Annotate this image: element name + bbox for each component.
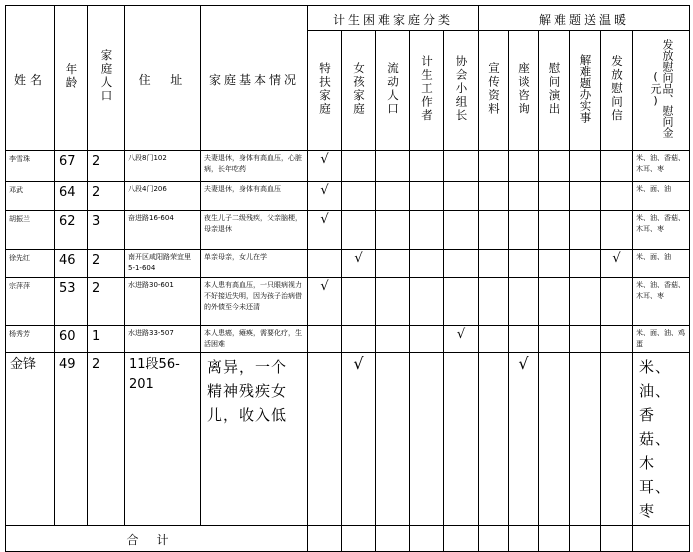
- cell-practical: [570, 151, 601, 182]
- cell-address: 奋进路16-604: [125, 211, 201, 250]
- cell-situation: 夜生儿子二级残疾，父亲脑梗，母亲退休: [201, 211, 308, 250]
- cell-situation: 夫妻退休，身体有高血压，心脏病，长年吃药: [201, 151, 308, 182]
- cell-name: 金锋: [6, 353, 55, 526]
- cell-goods: 米、油、香菇、木耳、枣: [633, 278, 690, 326]
- cell-age: 67: [55, 151, 88, 182]
- cell-show: [539, 151, 570, 182]
- cell-worker: [410, 211, 444, 250]
- cell-consult: [509, 250, 539, 278]
- cell-show: [539, 353, 570, 526]
- cell-household: 1: [88, 326, 125, 353]
- cell-practical: [570, 353, 601, 526]
- cell-special: √: [308, 211, 342, 250]
- cell-leader: [444, 211, 479, 250]
- cell-special: √: [308, 182, 342, 211]
- cell-show: [539, 250, 570, 278]
- cell-consult: [509, 326, 539, 353]
- cell-worker: [410, 250, 444, 278]
- cell-practical: [570, 250, 601, 278]
- total-label: 合计: [6, 526, 308, 552]
- cell-situation: 单亲母亲，女儿在学: [201, 250, 308, 278]
- cell-total: [444, 526, 479, 552]
- cell-worker: [410, 182, 444, 211]
- cell-migrant: [376, 326, 410, 353]
- cell-age: 64: [55, 182, 88, 211]
- table-row: [6, 353, 690, 526]
- cell-address: 八段8门102: [125, 151, 201, 182]
- header-household: 家庭人口: [88, 6, 125, 151]
- cell-address: 南开区咸阳路荣宜里5-1-604: [125, 250, 201, 278]
- header-rel-goods: 发放慰问品、慰问金(元): [633, 31, 690, 151]
- cell-goods: 米、面、油、鸡蛋: [633, 326, 690, 353]
- cell-girls: [342, 211, 376, 250]
- relief-table: [5, 5, 690, 552]
- cell-publicity: [479, 211, 509, 250]
- cell-publicity: [479, 278, 509, 326]
- header-cat-special: 特扶家庭: [308, 31, 342, 151]
- cell-letter: [601, 182, 633, 211]
- header-cat-migrant: 流动人口: [376, 31, 410, 151]
- cell-address: 11段56-201: [125, 353, 201, 526]
- cell-letter: [601, 151, 633, 182]
- header-rel-show: 慰问演出: [539, 31, 570, 151]
- cell-total: [308, 526, 342, 552]
- header-cat-girls: 女孩家庭: [342, 31, 376, 151]
- cell-total: [601, 526, 633, 552]
- cell-age: 53: [55, 278, 88, 326]
- cell-girls: [342, 182, 376, 211]
- cell-name: 徐先红: [6, 250, 55, 278]
- cell-leader: √: [444, 326, 479, 353]
- cell-migrant: [376, 151, 410, 182]
- cell-letter: [601, 211, 633, 250]
- cell-goods: 米、油、香菇、木耳、枣: [633, 353, 690, 526]
- cell-show: [539, 182, 570, 211]
- cell-migrant: [376, 211, 410, 250]
- cell-migrant: [376, 278, 410, 326]
- cell-household: 2: [88, 182, 125, 211]
- cell-publicity: [479, 326, 509, 353]
- cell-address: 水进路33-507: [125, 326, 201, 353]
- header-rel-consult: 座谈咨询: [509, 31, 539, 151]
- cell-leader: [444, 250, 479, 278]
- cell-age: 62: [55, 211, 88, 250]
- cell-total: [410, 526, 444, 552]
- cell-consult: [509, 182, 539, 211]
- cell-total: [633, 526, 690, 552]
- cell-household: 2: [88, 278, 125, 326]
- cell-total: [376, 526, 410, 552]
- header-name: 姓名: [6, 6, 55, 151]
- cell-letter: √: [601, 250, 633, 278]
- cell-migrant: [376, 182, 410, 211]
- cell-special: √: [308, 278, 342, 326]
- header-group-relief: 解难题送温暖: [479, 6, 690, 31]
- cell-household: 2: [88, 250, 125, 278]
- cell-publicity: [479, 182, 509, 211]
- cell-leader: [444, 151, 479, 182]
- cell-show: [539, 211, 570, 250]
- table-row: [6, 182, 690, 211]
- cell-special: [308, 326, 342, 353]
- cell-consult: [509, 278, 539, 326]
- table-row: [6, 278, 690, 326]
- cell-name: 杨秀芳: [6, 326, 55, 353]
- cell-worker: [410, 278, 444, 326]
- total-row: [6, 526, 690, 552]
- cell-total: [509, 526, 539, 552]
- table-row: [6, 250, 690, 278]
- cell-migrant: [376, 250, 410, 278]
- cell-special: √: [308, 151, 342, 182]
- cell-total: [479, 526, 509, 552]
- cell-leader: [444, 182, 479, 211]
- cell-situation: 本人患癌，瘫痪，需要化疗，生活困难: [201, 326, 308, 353]
- cell-goods: 米、油、香菇、木耳、枣: [633, 211, 690, 250]
- header-situation: 家庭基本情况: [201, 6, 308, 151]
- cell-leader: [444, 353, 479, 526]
- cell-letter: [601, 326, 633, 353]
- header-group-category: 计生困难家庭分类: [308, 6, 479, 31]
- cell-name: 李雪珠: [6, 151, 55, 182]
- cell-consult: [509, 151, 539, 182]
- header-cat-worker: 计生工作者: [410, 31, 444, 151]
- cell-goods: 米、面、油: [633, 250, 690, 278]
- cell-consult: √: [509, 353, 539, 526]
- cell-leader: [444, 278, 479, 326]
- cell-total: [539, 526, 570, 552]
- cell-household: 2: [88, 151, 125, 182]
- cell-name: 胡振兰: [6, 211, 55, 250]
- cell-publicity: [479, 151, 509, 182]
- cell-girls: [342, 326, 376, 353]
- cell-total: [342, 526, 376, 552]
- cell-worker: [410, 353, 444, 526]
- cell-practical: [570, 182, 601, 211]
- cell-worker: [410, 326, 444, 353]
- cell-goods: 米、油、香菇、木耳、枣: [633, 151, 690, 182]
- header-cat-leader: 协会小组长: [444, 31, 479, 151]
- cell-name: 宗萍萍: [6, 278, 55, 326]
- cell-practical: [570, 278, 601, 326]
- cell-name: 邓武: [6, 182, 55, 211]
- cell-practical: [570, 326, 601, 353]
- header-rel-practical: 解难题办实事: [570, 31, 601, 151]
- cell-address: 八段4门206: [125, 182, 201, 211]
- cell-consult: [509, 211, 539, 250]
- cell-girls: √: [342, 353, 376, 526]
- cell-special: [308, 353, 342, 526]
- cell-situation: 夫妻退休，身体有高血压: [201, 182, 308, 211]
- cell-age: 60: [55, 326, 88, 353]
- cell-girls: [342, 151, 376, 182]
- cell-show: [539, 326, 570, 353]
- cell-address: 水进路30-601: [125, 278, 201, 326]
- table-row: [6, 326, 690, 353]
- header-age: 年龄: [55, 6, 88, 151]
- cell-household: 3: [88, 211, 125, 250]
- header-address: 住 址: [125, 6, 201, 151]
- cell-letter: [601, 353, 633, 526]
- table-row: [6, 211, 690, 250]
- cell-worker: [410, 151, 444, 182]
- cell-publicity: [479, 250, 509, 278]
- cell-letter: [601, 278, 633, 326]
- cell-practical: [570, 211, 601, 250]
- cell-age: 46: [55, 250, 88, 278]
- cell-publicity: [479, 353, 509, 526]
- cell-show: [539, 278, 570, 326]
- cell-girls: √: [342, 250, 376, 278]
- cell-situation: 本人患有高血压，一只眼病视力不好接近失明，因为孩子治病借的外债至今未还清: [201, 278, 308, 326]
- header-rel-letter: 发放慰问信: [601, 31, 633, 151]
- cell-situation: 离异，一个精神残疾女儿，收入低: [201, 353, 308, 526]
- cell-goods: 米、面、油: [633, 182, 690, 211]
- table-row: [6, 151, 690, 182]
- header-rel-publicity: 宣传资料: [479, 31, 509, 151]
- cell-age: 49: [55, 353, 88, 526]
- cell-migrant: [376, 353, 410, 526]
- cell-girls: [342, 278, 376, 326]
- cell-household: 2: [88, 353, 125, 526]
- cell-special: [308, 250, 342, 278]
- cell-total: [570, 526, 601, 552]
